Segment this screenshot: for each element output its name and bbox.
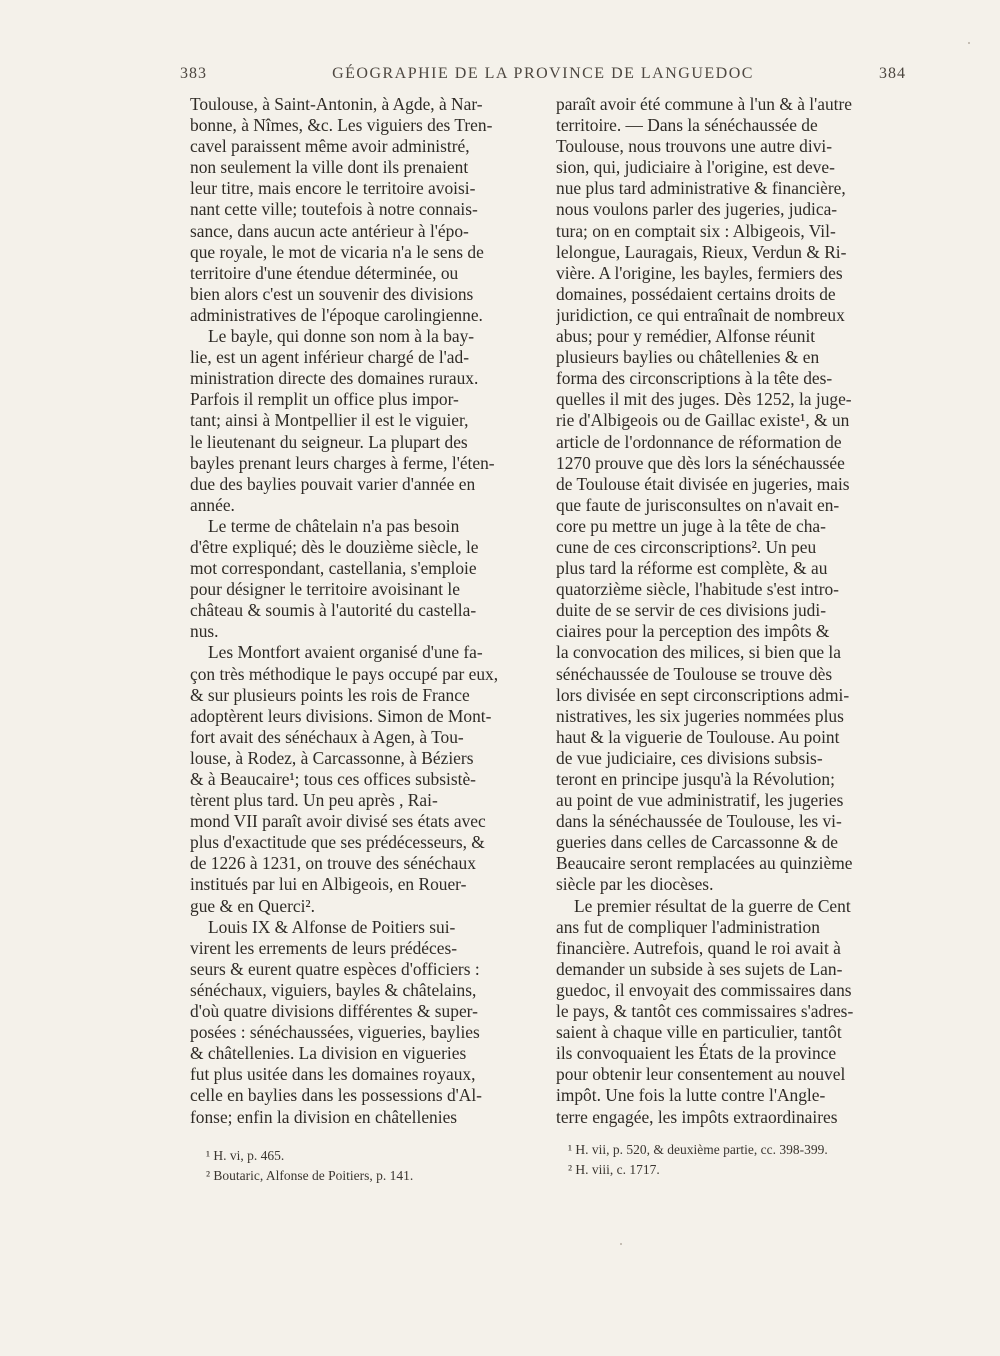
text-line: haut & la viguerie de Toulouse. Au point xyxy=(556,726,840,747)
text-line: tant; ainsi à Montpellier il est le viguier, xyxy=(190,410,469,431)
right-text-column xyxy=(556,94,906,1128)
paper-speck xyxy=(968,42,970,44)
text-line: juridiction, ce qui entraînait de nombreux xyxy=(556,304,845,325)
text-line: territoire. — Dans la sénéchaussée de xyxy=(556,115,818,136)
text-line: gueries dans celles de Carcassonne & de xyxy=(556,832,839,853)
text-line: ils convoquaient les États de la province xyxy=(556,1043,837,1064)
footnote: ¹ H. vii, p. 520, & deuxième partie, cc. 398-399. xyxy=(568,1142,828,1157)
running-header xyxy=(180,65,906,89)
text-line: terre engagée, les impôts extraordinaires xyxy=(556,1106,838,1127)
text-line: vière. A l'origine, les bayles, fermiers des xyxy=(556,262,843,283)
text-line: teront en principe jusqu'à la Révolution; xyxy=(556,769,835,789)
text-line: sance, dans aucun acte antérieur à l'épo- xyxy=(190,220,469,241)
text-line: non seulement la ville dont ils prenaient xyxy=(190,157,469,178)
text-line: cune de ces circonscriptions². Un peu xyxy=(556,536,817,557)
text-line: territoire d'une étendue déterminée, ou xyxy=(190,262,459,283)
text-line: la convocation des milices, si bien que la xyxy=(556,642,841,663)
text-line: 1270 prouve que dès lors la sénéchaussée xyxy=(556,452,845,473)
text-line: due des baylies pouvait varier d'année en xyxy=(190,473,476,494)
text-line: Le terme de châtelain n'a pas besoin xyxy=(208,515,460,536)
text-line: & à Beaucaire¹; tous ces offices subsistè- xyxy=(190,769,476,789)
text-line: saient à chaque ville en particulier, tantôt xyxy=(556,1022,842,1043)
text-line: Le premier résultat de la guerre de Cent xyxy=(574,895,851,916)
text-line: celle en baylies dans les possessions d'Al- xyxy=(190,1085,482,1106)
text-line: & châtellenies. La division en vigueries xyxy=(190,1043,467,1064)
text-line: duite de se servir de ces divisions judi- xyxy=(556,600,826,621)
text-line: leur titre, mais encore le territoire avoisi- xyxy=(190,178,476,199)
left-page-number: 383 xyxy=(180,65,207,82)
text-line: bien alors c'est un souvenir des divisions xyxy=(190,283,474,304)
text-line: lors divisée en sept circonscriptions admi- xyxy=(556,684,850,705)
text-line: cavel paraissent même avoir administré, xyxy=(190,136,470,157)
text-line: pour désigner le territoire avoisinant le xyxy=(190,579,460,600)
text-line: au point de vue administratif, les jugeries xyxy=(556,790,844,811)
text-line: mot correspondant, castellania, s'emploie xyxy=(190,558,477,579)
text-line: ciaires pour la perception des impôts & xyxy=(556,621,830,642)
right-footnotes xyxy=(568,1140,908,1180)
text-line: ans fut de compliquer l'administration xyxy=(556,916,820,937)
text-line: de vue judiciaire, ces divisions subsis- xyxy=(556,747,823,768)
text-line: lelongue, Lauragais, Rieux, Verdun & Ri- xyxy=(556,241,847,262)
text-line: Parfois il remplit un office plus impor- xyxy=(190,389,459,410)
text-line: château & soumis à l'autorité du castella- xyxy=(190,600,477,621)
text-line: nus. xyxy=(190,621,219,642)
text-line: demander un subside à ses sujets de Lan- xyxy=(556,958,843,979)
text-line: Louis IX & Alfonse de Poitiers sui- xyxy=(208,916,456,937)
text-line: rie d'Albigeois ou de Gaillac existe¹, & un xyxy=(556,410,850,431)
text-line: que faute de jurisconsultes on n'avait en- xyxy=(556,494,840,515)
text-line: çon très méthodique le pays occupé par eux, xyxy=(190,663,499,684)
text-line: ministration directe des domaines ruraux. xyxy=(190,368,479,389)
text-line: forma des circonscriptions à la tête des- xyxy=(556,368,833,389)
text-line: Beaucaire seront remplacées au quinzième xyxy=(556,853,853,874)
text-line: adoptèrent leurs divisions. Simon de Mont- xyxy=(190,705,492,726)
text-line: tura; on en comptait six : Albigeois, Vil- xyxy=(556,220,836,241)
left-footnotes xyxy=(206,1146,536,1186)
text-line: pour obtenir leur consentement au nouvel xyxy=(556,1064,846,1085)
text-line: seurs & eurent quatre espèces d'officiers : xyxy=(190,958,480,979)
text-line: financière. Autrefois, quand le roi avait à xyxy=(556,937,841,958)
text-line: bonne, à Nîmes, &c. Les viguiers des Tren- xyxy=(190,115,493,136)
text-line: & sur plusieurs points les rois de France xyxy=(190,684,470,705)
text-line: d'être expliqué; dès le douzième siècle, le xyxy=(190,536,479,557)
text-line: virent les errements de leurs prédéces- xyxy=(190,937,458,958)
footnote: ² H. viii, c. 1717. xyxy=(568,1162,660,1177)
text-line: quelles il mit des juges. Dès 1252, la juge- xyxy=(556,389,852,410)
text-line: abus; pour y remédier, Alfonse réunit xyxy=(556,326,816,347)
text-line: article de l'ordonnance de réformation de xyxy=(556,431,842,452)
text-line: plus tard la réforme est complète, & au xyxy=(556,558,828,579)
text-line: sénéchaussée de Toulouse se trouve dès xyxy=(556,663,833,684)
text-line: nous voulons parler des jugeries, judica- xyxy=(556,199,838,220)
text-line: nue plus tard administrative & financière, xyxy=(556,178,846,199)
text-line: plus d'exactitude que ses prédécesseurs, & xyxy=(190,832,485,853)
text-line: institués par lui en Albigeois, en Rouer- xyxy=(190,874,467,895)
text-line: quatorzième siècle, l'habitude s'est intro- xyxy=(556,579,839,600)
text-line: le lieutenant du seigneur. La plupart des xyxy=(190,431,468,452)
text-line: Le bayle, qui donne son nom à la bay- xyxy=(208,326,475,347)
text-line: louse, à Rodez, à Carcassonne, à Béziers xyxy=(190,747,474,768)
text-line: paraît avoir été commune à l'un & à l'autre xyxy=(556,94,852,114)
text-line: gue & en Querci². xyxy=(190,895,315,916)
running-title: GÉOGRAPHIE DE LA PROVINCE DE LANGUEDOC xyxy=(332,65,754,82)
text-line: core pu mettre un juge à la tête de cha- xyxy=(556,515,826,536)
text-line: tèrent plus tard. Un peu après , Rai- xyxy=(190,790,438,811)
text-line: siècle par les diocèses. xyxy=(556,874,714,895)
text-line: bayles prenant leurs charges à ferme, l'éten- xyxy=(190,452,495,473)
text-line: de 1226 à 1231, on trouve des sénéchaux xyxy=(190,853,476,874)
text-line: fut plus usitée dans les domaines royaux, xyxy=(190,1064,476,1085)
left-text-column xyxy=(190,94,538,1128)
footnote: ² Boutaric, Alfonse de Poitiers, p. 141. xyxy=(206,1168,414,1183)
text-line: année. xyxy=(190,494,235,515)
text-line: fonse; enfin la division en châtellenies xyxy=(190,1106,458,1127)
text-line: dans la sénéchaussée de Toulouse, les vi- xyxy=(556,811,842,832)
text-line: impôt. Une fois la lutte contre l'Angle- xyxy=(556,1085,826,1106)
text-line: nant cette ville; toutefois à notre connais- xyxy=(190,199,478,220)
text-line: posées : sénéchaussées, vigueries, baylies xyxy=(190,1022,480,1043)
text-line: administratives de l'époque carolingienne. xyxy=(190,304,483,325)
text-line: nistratives, les six jugeries nommées plus xyxy=(556,705,844,726)
text-line: Toulouse, nous trouvons une autre divi- xyxy=(556,136,833,157)
text-line: domaines, possédaient certains droits de xyxy=(556,283,836,304)
text-line: de Toulouse était divisée en jugeries, mais xyxy=(556,473,850,494)
text-line: que royale, le mot de vicaria n'a le sens de xyxy=(190,241,484,262)
text-line: plusieurs baylies ou châtellenies & en xyxy=(556,347,820,368)
text-line: lie, est un agent inférieur chargé de l'ad- xyxy=(190,347,470,368)
text-line: mond VII paraît avoir divisé ses états avec xyxy=(190,811,486,832)
text-line: le pays, & tantôt ces commissaires s'adres- xyxy=(556,1001,854,1022)
paper-speck xyxy=(620,1243,622,1245)
text-line: sénéchaux, viguiers, bayles & châtelains, xyxy=(190,979,477,1000)
text-line: fort avait des sénéchaux à Agen, à Tou- xyxy=(190,726,464,747)
footnote: ¹ H. vi, p. 465. xyxy=(206,1148,285,1163)
text-line: guedoc, il envoyait des commissaires dans xyxy=(556,979,852,1000)
right-page-number: 384 xyxy=(879,65,906,82)
text-line: Les Montfort avaient organisé d'une fa- xyxy=(208,642,483,663)
text-line: d'où quatre divisions différentes & super- xyxy=(190,1001,478,1022)
text-line: sion, qui, judiciaire à l'origine, est deve- xyxy=(556,157,835,178)
text-line: Toulouse, à Saint-Antonin, à Agde, à Nar- xyxy=(190,94,483,114)
